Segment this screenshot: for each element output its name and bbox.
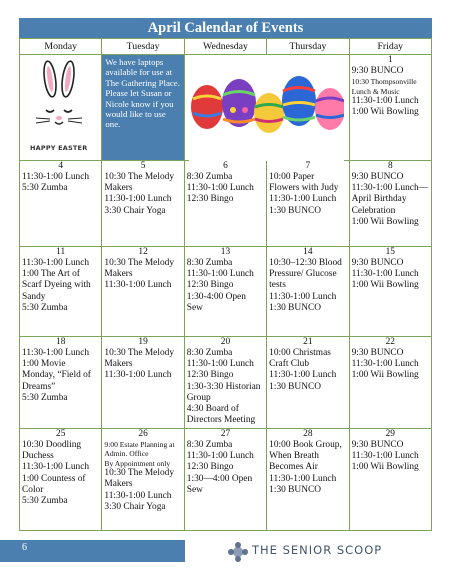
- easter-bunny-cell: [20, 55, 102, 161]
- event-line: 11:30-1:00 Lunch: [104, 280, 172, 291]
- bunny-icon: [22, 55, 102, 141]
- day-number: 25: [56, 429, 66, 439]
- header-tuesday: Tuesday: [102, 39, 184, 55]
- day-number: 7: [305, 161, 311, 171]
- event-line: 9:30 BUNCO: [351, 440, 404, 450]
- day-cell: [20, 161, 102, 247]
- event-line: 10:30 Doodling Duchess: [22, 440, 82, 462]
- event-line: 1:00 Movie Monday, “Field of Dreams”: [22, 359, 91, 392]
- event-line: 11:30-1:00 Lunch: [269, 291, 337, 302]
- header-wednesday: Wednesday: [184, 39, 266, 55]
- day-cell: [267, 247, 349, 337]
- day-cell: [20, 337, 102, 429]
- event-line: 9:00 Estate Planning at Admin. Office: [104, 440, 175, 459]
- event-line: 11:30-1:00 Lunch: [186, 183, 254, 194]
- easter-eggs-icon: [189, 55, 344, 161]
- day-number: 12: [138, 247, 148, 257]
- event-line: 10:30 The Melody Makers: [104, 348, 175, 370]
- day-number: 6: [223, 161, 228, 171]
- day-number: 11: [56, 247, 66, 257]
- event-line: 8:30 Zumba: [186, 258, 233, 268]
- event-line: 1:30 BUNCO: [269, 484, 321, 495]
- day-number: 18: [56, 337, 66, 347]
- event-line: 11:30-1:00 Lunch: [269, 370, 337, 381]
- day-number: 5: [140, 161, 146, 171]
- day-number: 28: [303, 429, 313, 439]
- day-cell: [20, 429, 102, 531]
- event-line: 11:30-1:00 Lunch: [22, 172, 90, 182]
- event-line: 10:00 Book Group, When Breath Becomes Air: [269, 440, 342, 473]
- event-line: 10:30 The Melody Makers: [104, 172, 175, 194]
- week-row: [20, 429, 432, 531]
- week-row: [20, 247, 432, 337]
- header-thursday: Thursday: [267, 39, 349, 55]
- event-line: 1:00 Countess of Color: [22, 473, 86, 495]
- event-line: 10:30–12:30 Blood Pressure/ Glucose tests: [269, 258, 342, 291]
- event-line: 10:30 The Melody Makers: [104, 468, 175, 490]
- event-line: 5:30 Zumba: [22, 302, 68, 313]
- calendar-title: April Calendar of Events: [19, 18, 432, 38]
- day-number: 15: [385, 247, 395, 257]
- event-line: 12:30 Bingo: [186, 462, 234, 473]
- event-line: 9:30 BUNCO: [351, 348, 404, 358]
- day-number: 8: [387, 161, 393, 171]
- event-line: 8:30 Zumba: [186, 440, 233, 450]
- event-line: 11:30-1:00 Lunch: [351, 96, 419, 107]
- day-cell: [102, 247, 184, 337]
- day-cell: [102, 161, 184, 247]
- day-cell: [184, 247, 266, 337]
- event-line: 11:30-1:00 Lunch: [186, 451, 254, 462]
- event-line: 8:30 Zumba: [186, 172, 233, 182]
- day-number: 29: [385, 429, 395, 439]
- event-line: 4:30 Board of Directors Meeting: [186, 404, 256, 426]
- day-number: 20: [220, 337, 231, 347]
- event-line: 11:30-1:00 Lunch: [269, 473, 337, 484]
- event-line: 5:30 Zumba: [22, 496, 68, 507]
- day-number: 26: [138, 429, 148, 439]
- day-number: 21: [303, 337, 313, 347]
- day-cell: [102, 429, 184, 531]
- day-cell: [20, 247, 102, 337]
- event-line: 3:30 Chair Yoga: [104, 205, 166, 216]
- day-number: 14: [303, 247, 313, 257]
- event-line: 10:30 The Melody Makers: [104, 258, 175, 280]
- day-number: 4: [58, 161, 64, 171]
- event-line: 11:30-1:00 Lunch: [22, 258, 90, 268]
- event-line: 9:30 BUNCO: [351, 66, 404, 76]
- page-number: 6: [0, 540, 185, 562]
- event-line: 8:30 Zumba: [186, 348, 233, 358]
- header-row: [20, 39, 432, 55]
- event-line: 1:00 Wii Bowling: [351, 216, 419, 227]
- easter-eggs-image: [189, 55, 344, 161]
- event-line: 1:30 BUNCO: [269, 381, 321, 392]
- event-line: 11:30-1:00 Lunch: [22, 462, 90, 473]
- header-friday: Friday: [349, 39, 431, 55]
- day-cell: [349, 337, 431, 429]
- event-line: 11:30-1:00 Lunch: [269, 194, 337, 205]
- newsletter-title: THE SENIOR SCOOP: [252, 543, 383, 557]
- day-number: 1: [387, 55, 393, 65]
- event-line: 11:30-1:00 Lunch: [351, 451, 419, 462]
- event-line: 5:30 Zumba: [22, 183, 68, 194]
- header-monday: Monday: [20, 39, 102, 55]
- day-cell: [349, 161, 431, 247]
- event-line: 1:30-4:00 Open Sew: [186, 291, 246, 313]
- event-line: 11:30-1:00 Lunch—April Birthday Celebration: [351, 183, 429, 216]
- day-number: 22: [385, 337, 395, 347]
- event-line: 1:00 Wii Bowling: [351, 370, 419, 381]
- event-line: 9:30 BUNCO: [351, 258, 404, 268]
- event-line: 9:30 BUNCO: [351, 172, 404, 182]
- newsletter-logo: [228, 542, 428, 562]
- event-line: 12:30 Bingo: [186, 194, 234, 205]
- event-line: 11:30-1:00 Lunch: [351, 359, 419, 370]
- day-cell: [184, 161, 266, 247]
- event-line: 5:30 Zumba: [22, 392, 68, 403]
- event-line: 1:30-3:30 Historian Group: [186, 381, 261, 403]
- event-line: 11:30-1:00 Lunch: [22, 348, 90, 358]
- event-line: 12:30 Bingo: [186, 370, 234, 381]
- day-cell: [267, 337, 349, 429]
- event-line: By Appointment only: [104, 458, 171, 468]
- event-line: 10:30 Thompsonville Lunch & Music: [351, 77, 417, 96]
- happy-easter-text: HAPPY EASTER: [30, 144, 88, 152]
- day-cell: [349, 429, 431, 531]
- event-line: 11:30-1:00 Lunch: [351, 269, 419, 280]
- event-line: 1:30 BUNCO: [269, 302, 321, 313]
- event-line: 10:00 Christmas Craft Club: [269, 348, 331, 370]
- event-line: 1:00 The Art of Scarf Dyeing with Sandy: [22, 269, 91, 302]
- day-number: 27: [220, 429, 231, 439]
- event-line: 12:30 Bingo: [186, 280, 234, 291]
- event-line: 10:00 Paper Flowers with Judy: [269, 172, 339, 194]
- event-line: 11:30-1:00 Lunch: [104, 194, 172, 205]
- day-cell: [349, 55, 431, 161]
- week-row: [20, 161, 432, 247]
- day-number: 19: [138, 337, 148, 347]
- event-line: 3:30 Chair Yoga: [104, 501, 166, 512]
- day-cell: [184, 337, 266, 429]
- day-cell: [184, 429, 266, 531]
- event-line: 1:00 Wii Bowling: [351, 107, 419, 118]
- event-line: 1:30 BUNCO: [269, 205, 321, 216]
- event-line: 11:30-1:00 Lunch: [186, 359, 254, 370]
- flower-logo-icon: [228, 542, 248, 562]
- event-line: 11:30-1:00 Lunch: [104, 490, 172, 501]
- laptop-notice: We have laptops available for use at The Gathering Place. Please let Susan or Nicole know if you would like to use one.: [102, 55, 184, 161]
- day-number: 13: [220, 247, 231, 257]
- event-line: 11:30-1:00 Lunch: [104, 370, 172, 381]
- day-cell: [102, 337, 184, 429]
- event-line: 1:00 Wii Bowling: [351, 280, 419, 291]
- easter-bunny-illustration: [22, 55, 99, 159]
- day-cell: [349, 247, 431, 337]
- day-cell: [267, 161, 349, 247]
- day-cell: [267, 429, 349, 531]
- week-row: [20, 337, 432, 429]
- event-line: 1:30—4:00 Open Sew: [186, 473, 253, 495]
- event-line: 1:00 Wii Bowling: [351, 462, 419, 473]
- event-line: 11:30-1:00 Lunch: [186, 269, 254, 280]
